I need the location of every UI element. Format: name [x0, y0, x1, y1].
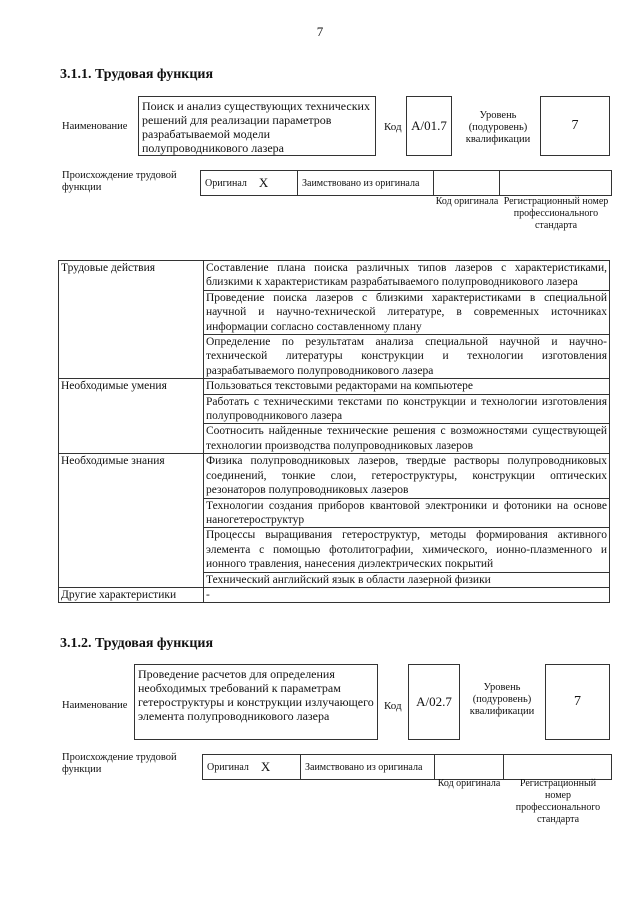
function-name-box-2: Проведение расчетов для определения необходимых требований к параметрам гетероструктуры и конструкции излучающего элемента полупроводникового лазера: [134, 664, 378, 740]
row-item: Проведение поиска лазеров с близкими характеристиками в специальной научной и научно-технической литературе, в современных источниках информации согласно составленному плану: [204, 290, 610, 334]
row-heading: Необходимые умения: [59, 379, 204, 454]
origin-row-2: [202, 754, 612, 780]
row-item: Работать с техническими текстами по конструкции и технологии изготовления полупроводникового лазера: [204, 394, 610, 424]
code-original-label: Код оригинала: [435, 196, 499, 207]
reg-number-cell-2: [504, 755, 609, 779]
row-item: Физика полупроводниковых лазеров, твердые растворы полупроводниковых соединений, тонкие слои, гетероструктуры, конструкции оптических резонаторов полупроводниковых лазеров: [204, 454, 610, 498]
borrowed-label-2: Заимствовано из оригинала: [301, 755, 435, 779]
level-label-2: Уровень (подуровень) квалификации: [469, 682, 535, 717]
row-heading: Другие характеристики: [59, 587, 204, 602]
row-item: -: [204, 587, 610, 602]
table-row: [59, 379, 610, 394]
row-item: Пользоваться текстовыми редакторами на компьютере: [204, 379, 610, 394]
row-item: Процессы выращивания гетероструктур, методы формирования активного элемента с помощью фотолитографии, химического, ионно-плазменного и ионного травления, нанесения диэлектрических покрытий: [204, 528, 610, 572]
reg-number-label-2: Регистрационный номер профессионального стандарта: [515, 778, 601, 825]
section-title-311: 3.1.1. Трудовая функция: [60, 67, 214, 82]
function-details-table: [58, 260, 610, 603]
original-mark-2: X: [260, 759, 271, 774]
code-label: Код: [384, 121, 402, 133]
original-cell-2: [203, 755, 301, 779]
reg-number-cell: [500, 171, 609, 195]
name-label-2: Наименование: [62, 700, 128, 711]
code-original-cell-2: [435, 755, 504, 779]
page-number: 7: [316, 24, 324, 39]
reg-number-label: Регистрационный номер профессионального стандарта: [503, 196, 609, 231]
original-label-2: Оригинал: [207, 761, 249, 773]
origin-label-2: Происхождение трудовой функции: [62, 752, 177, 775]
level-label: Уровень (подуровень) квалификации: [465, 110, 531, 145]
section-title-312: 3.1.2. Трудовая функция: [60, 636, 214, 651]
row-item: Определение по результатам анализа специальной научной и научно-технической литературы конструкции и технологии изготовления разрабатываемого полупроводникового лазера: [204, 335, 610, 379]
code-original-cell: [434, 171, 500, 195]
table-row: [59, 261, 610, 291]
row-item: Технический английский язык в области лазерной физики: [204, 572, 610, 587]
borrowed-label: Заимствовано из оригинала: [298, 171, 434, 195]
row-item: Составление плана поиска различных типов лазеров с характеристиками, близкими к характеристикам разрабатываемого полупроводникового лазера: [204, 261, 610, 291]
code-original-label-2: Код оригинала: [437, 778, 501, 789]
table-row: [59, 454, 610, 498]
origin-row: [200, 170, 612, 196]
original-mark: X: [258, 175, 269, 190]
function-name-box: Поиск и анализ существующих технических решений для реализации параметров разрабатываемой модели полупроводникового лазера: [138, 96, 376, 156]
row-item: Технологии создания приборов квантовой электроники и фотоники на основе наногетероструктур: [204, 498, 610, 528]
code-value-2: А/02.7: [408, 664, 460, 740]
row-heading: Трудовые действия: [59, 261, 204, 379]
code-value: А/01.7: [406, 96, 452, 156]
table-row: [59, 587, 610, 602]
original-label: Оригинал: [205, 177, 247, 189]
origin-label: Происхождение трудовой функции: [62, 170, 177, 193]
original-cell: [201, 171, 298, 195]
name-label: Наименование: [62, 121, 128, 132]
code-label-2: Код: [384, 700, 402, 712]
level-value: 7: [540, 96, 610, 156]
level-value-2: 7: [545, 664, 610, 740]
row-item: Соотносить найденные технические решения с возможностями существующей технологии производства полупроводниковых лазеров: [204, 424, 610, 454]
row-heading: Необходимые знания: [59, 454, 204, 588]
